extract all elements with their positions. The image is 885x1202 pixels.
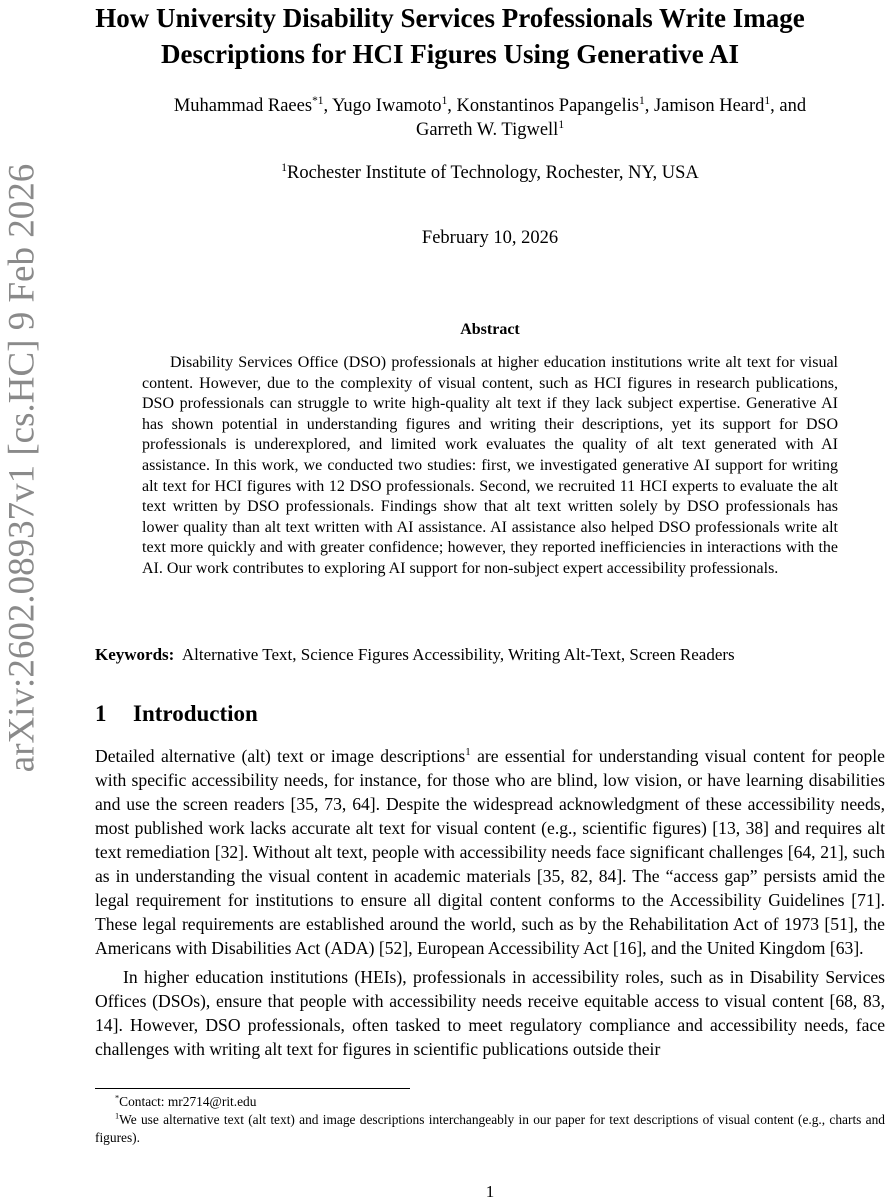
introduction-body [95, 744, 885, 1061]
footnote-mark: * [115, 1093, 120, 1103]
author-affiliation-mark: 1 [441, 94, 448, 107]
keywords-label: Keywords: [95, 645, 175, 664]
footnote-reference: 1 [465, 746, 471, 759]
arxiv-identifier-text: arXiv:2602.08937v1 [cs.HC] 9 Feb 2026 [1, 163, 43, 773]
footnote [95, 1111, 885, 1147]
footnotes [95, 1093, 885, 1147]
author-separator: , [447, 96, 457, 116]
paragraph-text: are essential for understanding visual content for people with specific accessibility needs, for instance, for those who are blind, low vision, or have learning disabilities and use the screen readers [35, 73, 64]. Despite the widespread acknowledgment of these accessibility needs, most published work lacks accurate alt text for visual content (e.g., scientific figures) [13, 38] and requires alt text remediation [32]. Without alt text, people with accessibility needs face significant challenges [64, 21], such as in understanding the visual content in academic materials [35, 82, 84]. The “access gap” persists amid the legal requirement for institutions to ensure all digital content conforms to the Accessibility Guidelines [71]. These legal requirements are established around the world, such as by the Rehabilitation Act of 1973 [51], the Americans with Disabilities Act (ADA) [52], European Accessibility Act [16], and the United Kingdom [63]. [95, 746, 885, 958]
affiliation [95, 161, 885, 185]
paragraph-text: Detailed alternative (alt) text or image descriptions [95, 746, 466, 766]
author-affiliation-mark: *1 [312, 94, 324, 107]
author-affiliation-mark: 1 [638, 94, 645, 107]
keywords-text: Alternative Text, Science Figures Accessibility, Writing Alt-Text, Screen Readers [181, 645, 735, 664]
abstract-heading: Abstract [460, 321, 520, 338]
footnote-text: Contact: mr2714@rit.edu [119, 1094, 257, 1109]
section-number: 1 [95, 701, 107, 726]
author-separator: , [644, 96, 654, 116]
body-paragraph [95, 744, 885, 960]
author-name: Jamison Heard [653, 96, 765, 116]
author-separator: , [323, 96, 333, 116]
body-paragraph: In higher education institutions (HEIs), professionals in accessibility roles, such as in Disability Services Offices (DSOs), ensure that people with accessibility needs receive equitable access to visual content [68, 83, 14]. However, DSO professionals, often tasked to meet regulatory compliance and accessibility needs, face challenges with writing alt text for figures in scientific publications outside their [95, 967, 885, 1059]
affiliation-mark: 1 [281, 161, 287, 174]
author-separator: , and [770, 96, 807, 116]
section-heading-introduction [95, 700, 258, 728]
author-name: Muhammad Raees [173, 96, 313, 116]
keywords-line [95, 644, 885, 666]
page-number: 1 [485, 1182, 495, 1201]
affiliation-text: Rochester Institute of Technology, Rochester, NY, USA [286, 163, 699, 183]
footnote-text: We use alternative text (alt text) and image descriptions interchangeably in our paper for text descriptions of visual content (e.g., charts and figures). [95, 1112, 885, 1145]
paper-title: How University Disability Services Professionals Write Image Descriptions for HCI Figures Using Generative AI [95, 3, 805, 69]
footnote-divider [95, 1088, 410, 1089]
author-name: Konstantinos Papangelis [456, 96, 639, 116]
author-list [95, 94, 885, 142]
footnote-mark: 1 [115, 1111, 120, 1121]
footnote [95, 1093, 885, 1111]
author-name: Yugo Iwamoto [332, 96, 442, 116]
author-affiliation-mark: 1 [558, 118, 565, 131]
author-affiliation-mark: 1 [764, 94, 771, 107]
section-title: Introduction [133, 701, 258, 726]
abstract-text: Disability Services Office (DSO) professionals at higher education institutions write alt text for visual content. However, due to the complexity of visual content, such as HCI figures in research publications, DSO professionals can struggle to write high-quality alt text if they lack subject expertise. Generative AI has shown potential in understanding figures and writing their descriptions, yet its support for DSO professionals is underexplored, and limited work evaluates the quality of alt text generated with AI assistance. In this work, we conducted two studies: first, we investigated generative AI support for writing alt text for HCI figures with 12 DSO professionals. Second, we recruited 11 HCI experts to evaluate the alt text written by DSO professionals. Findings show that alt text written solely by DSO professionals has lower quality than alt text written with AI assistance. AI assistance also helped DSO professionals write alt text more quickly and with greater confidence; however, they reported inefficiencies in interactions with the AI. Our work contributes to exploring AI support for non-subject expert accessibility professionals. [142, 354, 838, 577]
author-name: Garreth W. Tigwell [415, 120, 559, 140]
publication-date: February 10, 2026 [421, 228, 559, 248]
arxiv-identifier-stamp [0, 163, 44, 773]
